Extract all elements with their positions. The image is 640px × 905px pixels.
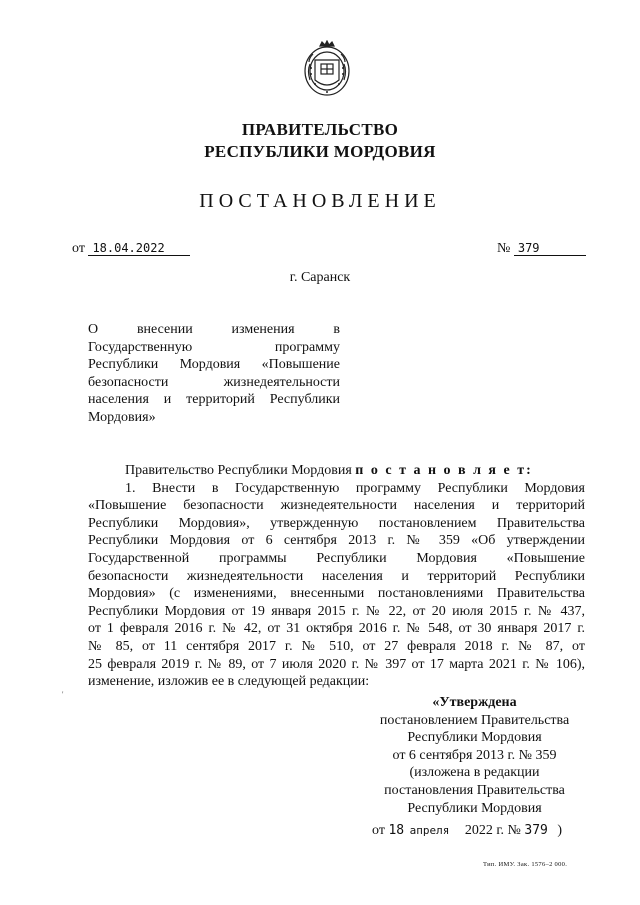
approval-line: от 6 сентября 2013 г. № 359 (392, 747, 557, 763)
body-line: Республики Мордовия от 19 января 2015 г. № 22, от 20 июля 2015 г. № 437, (88, 603, 585, 619)
approval-line: постановлением Правительства (379, 712, 570, 728)
document-number (497, 241, 586, 257)
document-body (88, 462, 585, 691)
date-value: 18.04.2022 (88, 241, 190, 256)
city: г. Саранск (289, 270, 351, 285)
approval-title: «Утверждена (432, 695, 517, 710)
subject-line: Республики Мордовия «Повышение (88, 357, 340, 372)
body-line: «Повышение безопасности жизнедеятельности населения и территорий (88, 498, 585, 514)
body-line: изменение, изложив ее в следующей редакции: (88, 674, 370, 690)
approval-date-line (372, 823, 562, 839)
margin-mark: ' (62, 690, 64, 699)
org-title-line2: РЕСПУБЛИКИ МОРДОВИЯ (204, 142, 436, 161)
number-value: 379 (514, 241, 586, 256)
body-line: 25 февраля 2019 г. № 89, от 7 июля 2020 г. № 397 от 17 марта 2021 г. № 106), (88, 656, 585, 672)
approval-line: Республики Мордовия (407, 800, 542, 816)
body-line: Государственной программы Республики Мордовия «Повышение (88, 550, 585, 566)
approval-year: 2022 г. № (464, 823, 521, 838)
approval-number: 379 (524, 823, 548, 838)
approval-date-prefix: от (372, 823, 385, 838)
body-line: безопасности жизнедеятельности населения и территорий Республики (88, 568, 585, 584)
coat-of-arms-icon (301, 40, 353, 98)
document-date (72, 241, 190, 257)
body-line: Мордовия» (с изменениями, внесенными постановлениями Правительства (88, 586, 585, 602)
body-line: от 1 февраля 2016 г. № 42, от 31 октября 2016 г. № 548, от 30 января 2017 г. (88, 621, 585, 637)
intro-decree: п о с т а н о в л я е т: (355, 463, 533, 478)
body-line: 1. Внести в Государственную программу Республики Мордовия (125, 480, 585, 496)
subject-line: Мордовия» (88, 409, 156, 425)
document-subject (88, 321, 340, 426)
approval-line: Республики Мордовия (407, 730, 542, 746)
approval-line: (изложена в редакции (409, 765, 540, 781)
print-info: Тип. ИМУ. Зак. 1576–2 000. (483, 861, 568, 868)
org-title-line1: ПРАВИТЕЛЬСТВО (241, 120, 399, 139)
approval-month: апреля (409, 824, 450, 837)
approval-line: постановления Правительства (384, 782, 565, 798)
subject-line: безопасности жизнедеятельности (88, 374, 340, 390)
subject-line: Государственную программу (88, 339, 340, 355)
body-intro (88, 462, 585, 480)
intro-text: Правительство Республики Мордовия (125, 463, 356, 478)
body-line: № 85, от 11 сентября 2017 г. № 510, от 27 февраля 2018 г. № 87, от (88, 638, 585, 654)
subject-line: О внесении изменения в (88, 322, 340, 337)
approval-block (368, 694, 581, 817)
approval-day: 18 (388, 823, 405, 838)
approval-close: ) (557, 823, 563, 838)
body-line: Республики Мордовия», утвержденную постановлением Правительства (88, 515, 585, 531)
document-type: ПОСТАНОВЛЕНИЕ (199, 190, 441, 212)
subject-line: населения и территорий Республики (88, 392, 340, 407)
number-prefix: № (497, 241, 511, 256)
date-prefix: от (72, 241, 85, 256)
body-line: Республики Мордовия от 6 сентября 2013 г. № 359 «Об утверждении (88, 533, 585, 549)
